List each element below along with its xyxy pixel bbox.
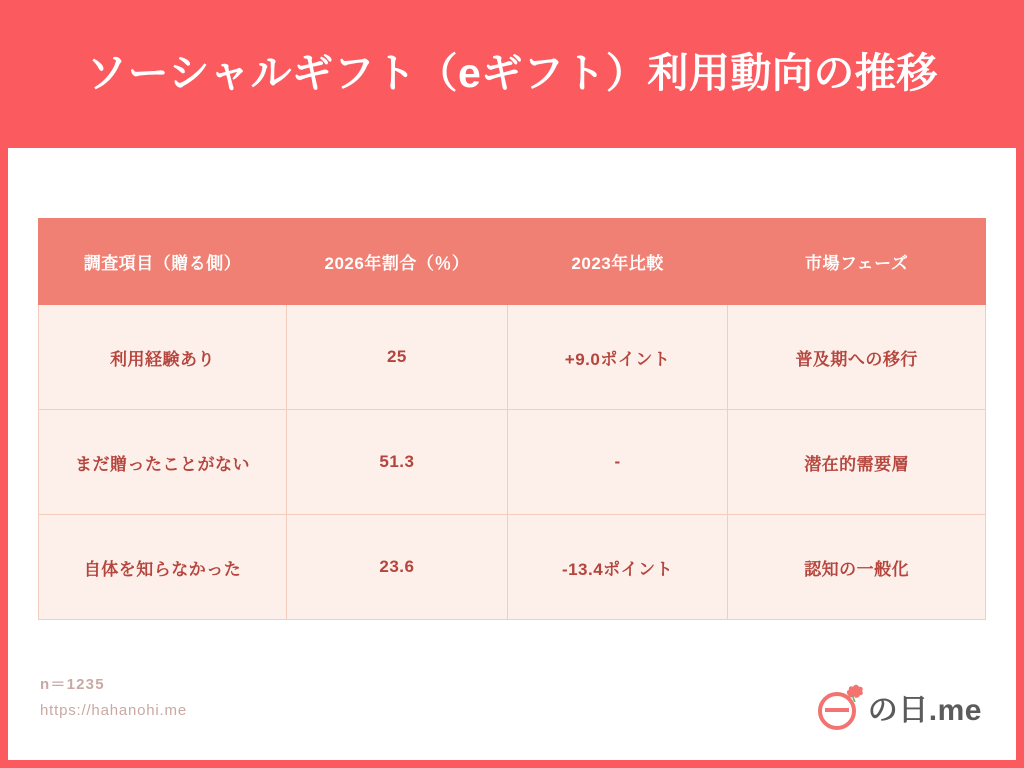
header-band [0, 0, 1024, 148]
cell-compare: - [507, 410, 728, 515]
table-header-row [39, 219, 986, 305]
cell-phase: 普及期への移行 [728, 305, 986, 410]
cell-compare: -13.4ポイント [507, 515, 728, 620]
column-header-compare-2023: 2023年比較 [507, 219, 728, 305]
cell-phase: 認知の一般化 [728, 515, 986, 620]
column-header-ratio-2026: 2026年割合（％） [287, 219, 508, 305]
logo [818, 684, 982, 730]
column-header-market-phase: 市場フェーズ [728, 219, 986, 305]
column-header-item: 調査項目（贈る側） [39, 219, 287, 305]
page-title: ソーシャルギフト（eギフト）利用動向の推移 [86, 50, 938, 97]
carnation-flower-icon [844, 682, 866, 702]
cell-ratio: 23.6 [287, 515, 508, 620]
footer-note [40, 672, 187, 725]
table-row [39, 410, 986, 515]
source-url: https://hahanohi.me [40, 701, 187, 719]
cell-item: 自体を知らなかった [39, 515, 287, 620]
table-row [39, 305, 986, 410]
cell-phase: 潜在的需要層 [728, 410, 986, 515]
logo-bar-shape [825, 708, 849, 712]
sample-size-label: n＝1235 [40, 675, 105, 693]
logo-mark-icon [818, 684, 864, 730]
survey-table [38, 218, 986, 620]
cell-ratio: 25 [287, 305, 508, 410]
cell-item: 利用経験あり [39, 305, 287, 410]
content-card [8, 148, 1016, 760]
logo-text: の日.me [867, 694, 982, 727]
cell-item: まだ贈ったことがない [39, 410, 287, 515]
table-row [39, 515, 986, 620]
cell-compare: +9.0ポイント [507, 305, 728, 410]
table-container [38, 218, 986, 620]
cell-ratio: 51.3 [287, 410, 508, 515]
